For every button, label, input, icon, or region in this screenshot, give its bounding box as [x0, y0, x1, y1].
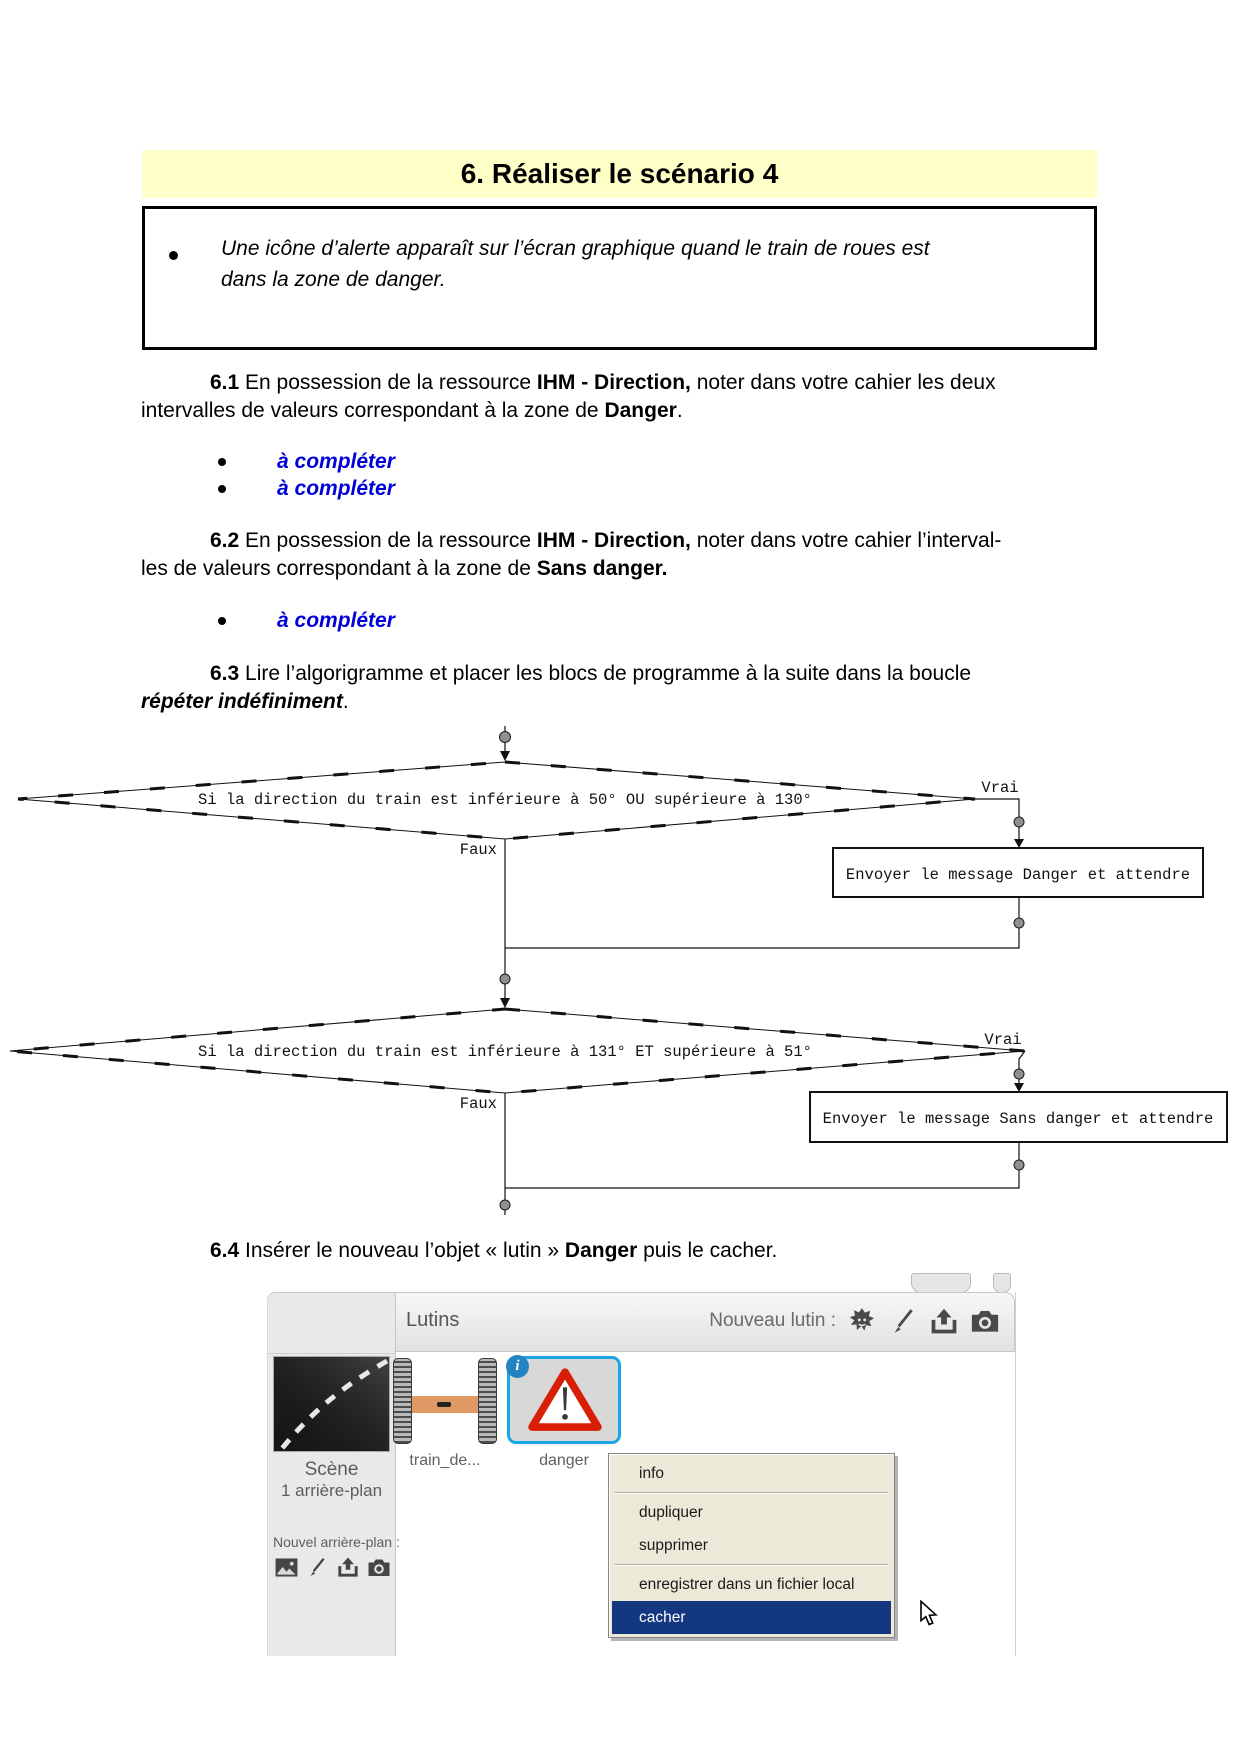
todo-item-2 — [0, 477, 1240, 503]
todo-text: à compléter — [277, 477, 395, 500]
sprite-train-thumbnail[interactable] — [393, 1358, 497, 1442]
flow-action-2 — [810, 1092, 1227, 1142]
menu-item-supprimer[interactable]: supprimer — [639, 1537, 708, 1554]
upload-sprite-icon[interactable] — [929, 1306, 959, 1336]
paragraph-6-3-line-1: 6.3 Lire l’algorigramme et placer les blocs de programme à la suite dans la boucle — [210, 662, 972, 685]
flow-decision-1 — [18, 762, 975, 839]
warning-triangle-icon — [527, 1365, 603, 1435]
sprite-train-label: train_de... — [409, 1452, 481, 1469]
todo-item-3 — [0, 609, 1240, 635]
flow-connector-dot — [500, 974, 510, 984]
flow-start-node — [500, 732, 511, 743]
cropped-ui-fragment — [993, 1273, 1011, 1293]
callout-line-2: dans la zone de danger. — [221, 268, 446, 291]
upload-backdrop-icon[interactable] — [336, 1555, 360, 1579]
decision-2-text: Si la direction du train est inférieure à 131° ET supérieure à 51° — [198, 1043, 812, 1061]
flow-action-1 — [833, 848, 1203, 897]
panel-right-divider — [1015, 1292, 1016, 1656]
new-backdrop-label: Nouvel arrière-plan : — [273, 1534, 400, 1550]
callout-bullet-dot — [169, 251, 178, 260]
new-sprite-library-icon[interactable] — [847, 1306, 877, 1336]
decision-2-true-label: Vrai — [984, 1031, 1022, 1049]
bullet-dot — [218, 617, 226, 625]
stage-column — [267, 1292, 400, 1656]
new-backdrop-toolbar — [274, 1555, 391, 1579]
algorithm-flowchart — [0, 718, 1240, 1223]
bullet-dot — [218, 485, 226, 493]
page-title: 6. Réaliser le scénario 4 — [460, 158, 779, 189]
new-sprite-label: Nouveau lutin : — [709, 1310, 836, 1331]
train-wheel-right — [478, 1358, 497, 1444]
stage-thumbnail[interactable] — [273, 1356, 390, 1452]
menu-separator — [615, 1564, 888, 1566]
flow-end-node — [500, 1200, 510, 1210]
paragraph-6-3-line-2: répéter indéfiniment. — [141, 690, 349, 713]
paragraph-6-2-line-2: les de valeurs correspondant à la zone de Sans danger. — [141, 557, 668, 580]
sprite-info-badge[interactable] — [506, 1355, 529, 1378]
flow-connector-dot — [1014, 817, 1024, 827]
paragraph-6-1-line-1: 6.1 En possession de la ressource IHM - Direction, noter dans votre cahier les deux — [210, 371, 996, 394]
train-wheel-left — [393, 1358, 412, 1444]
paragraph-6-4: 6.4 Insérer le nouveau l’objet « lutin » Danger puis le cacher. — [210, 1239, 778, 1262]
sprite-danger-thumbnail[interactable] — [507, 1356, 621, 1444]
backdrop-library-icon[interactable] — [274, 1555, 298, 1579]
todo-item-1 — [0, 450, 1240, 476]
menu-item-dupliquer[interactable]: dupliquer — [639, 1504, 703, 1521]
arrowhead-icon — [1014, 839, 1024, 848]
train-axle-mark — [437, 1402, 451, 1407]
info-badge-letter: i — [515, 1358, 520, 1374]
menu-item-info[interactable]: info — [639, 1465, 664, 1482]
decision-1-true-label: Vrai — [981, 779, 1019, 797]
camera-backdrop-icon[interactable] — [367, 1555, 391, 1579]
stage-name-label: Scène — [304, 1459, 359, 1480]
callout-text — [221, 233, 930, 295]
new-sprite-toolbar — [709, 1306, 1000, 1336]
camera-sprite-icon[interactable] — [970, 1306, 1000, 1336]
stage-backdrop-count: 1 arrière-plan — [280, 1481, 383, 1500]
callout-box — [142, 206, 1097, 350]
sprite-context-menu — [608, 1453, 895, 1638]
sprites-panel-title: Lutins — [406, 1309, 460, 1331]
bullet-dot — [218, 458, 226, 466]
action-1-text: Envoyer le message Danger et attendre — [845, 866, 1191, 884]
arrowhead-icon — [500, 751, 510, 761]
cropped-ui-fragment — [911, 1273, 971, 1293]
arrowhead-icon — [500, 998, 510, 1008]
paragraph-6-2-line-1: 6.2 En possession de la ressource IHM - Direction, noter dans votre cahier l’interval- — [210, 529, 1002, 552]
todo-text: à compléter — [277, 450, 395, 473]
decision-1-text: Si la direction du train est inférieure à 50° OU supérieure à 130° — [198, 791, 812, 809]
stage-column-header — [268, 1293, 395, 1354]
callout-line-1: Une icône d’alerte apparaît sur l’écran graphique quand le train de roues est — [221, 237, 930, 260]
section-title-banner — [142, 150, 1097, 198]
menu-item-cacher[interactable]: cacher — [612, 1601, 891, 1634]
scratch-sprites-panel — [267, 1292, 1023, 1656]
mouse-cursor-icon — [919, 1600, 939, 1628]
flow-connector-dot — [1014, 1069, 1024, 1079]
paragraph-6-1-line-2: intervalles de valeurs correspondant à la zone de Danger. — [141, 399, 683, 422]
sprite-danger-label: danger — [539, 1452, 589, 1469]
menu-item-enregistrer[interactable]: enregistrer dans un fichier local — [639, 1576, 855, 1593]
action-2-text: Envoyer le message Sans danger et attendre — [822, 1110, 1214, 1128]
flow-connector-dot — [1014, 1160, 1024, 1170]
arrowhead-icon — [1014, 1083, 1024, 1092]
menu-separator — [615, 1492, 888, 1494]
flow-decision-2 — [10, 1009, 1025, 1093]
paint-new-sprite-icon[interactable] — [888, 1306, 918, 1336]
todo-text: à compléter — [277, 609, 395, 632]
decision-2-false-label: Faux — [459, 1095, 497, 1113]
sprites-header-bar — [396, 1292, 1015, 1352]
flow-connector-dot — [1014, 918, 1024, 928]
decision-1-false-label: Faux — [459, 841, 497, 859]
paint-backdrop-icon[interactable] — [305, 1555, 329, 1579]
